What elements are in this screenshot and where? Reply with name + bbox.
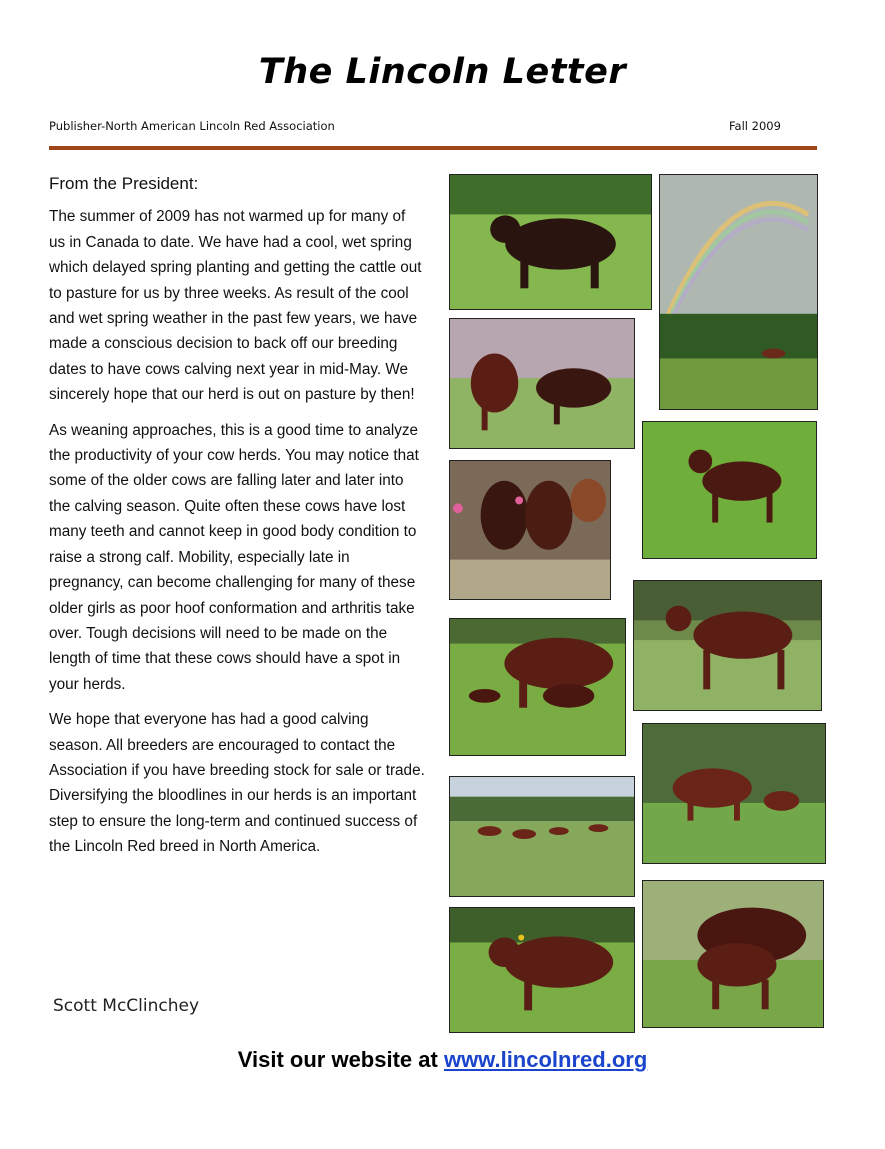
article-paragraph-2: As weaning approaches, this is a good time to analyze the productivity of your cow herds. You may notice that some of the older cows are falling later and later into the calving season. Quite often these cows have lost many teeth and cannot keep in good body condition to raise a strong calf. Mobility, especially late in pregnancy, can become challenging for many of these older girls as poor hoof conformation and arthritis take over. Tough decisions will need to be made on the length of time that these cows should have a spot in your herds. [49, 421, 419, 693]
photo-cow-nursing-calves [449, 618, 626, 756]
website-link[interactable]: www.lincolnred.org [443, 1047, 648, 1072]
article-heading: From the President: [49, 174, 199, 193]
website-footer [0, 1047, 885, 1073]
photo-two-calves-tagged [449, 460, 611, 600]
footer-prefix: Visit our website at [237, 1047, 444, 1072]
photo-bull-closeup [449, 907, 635, 1033]
article-paragraph-1: The summer of 2009 has not warmed up for many of us in Canada to date. We have had a cool, wet spring which delayed spring planting and getting the cattle out to pasture for us by three weeks. As result of the cool and wet spring weather in the past few years, we have made a conscious decision to back off our breeding dates to have cows calving next year in mid-May. We sincerely hope that our herd is out on pasture by then! [49, 208, 422, 404]
photo-bull-and-calf [449, 318, 635, 449]
issue-date: Fall 2009 [729, 119, 781, 133]
photo-cow-and-calf-field [642, 723, 826, 864]
photo-cow-calf-orchard [642, 880, 824, 1028]
article-paragraph-3: We hope that everyone has had a good calving season. All breeders are encouraged to contact the Association if you have breeding stock for sale or trade. Diversifying the bloodlines in our herds is an important step to ensure the long-term and continued success of the Lincoln Red breed in North America. [49, 711, 425, 856]
photo-bull-fence [633, 580, 822, 711]
photo-bull-standing [449, 174, 652, 310]
signature: Scott McClinchey [53, 996, 200, 1016]
header-rule [49, 146, 817, 150]
photo-rainbow-pasture [659, 174, 818, 410]
article-column [49, 171, 425, 870]
newsletter-title: The Lincoln Letter [258, 52, 627, 92]
photo-herd-pasture [449, 776, 635, 897]
photo-calf-grass [642, 421, 817, 559]
publisher-line: Publisher-North American Lincoln Red Association [49, 119, 335, 133]
